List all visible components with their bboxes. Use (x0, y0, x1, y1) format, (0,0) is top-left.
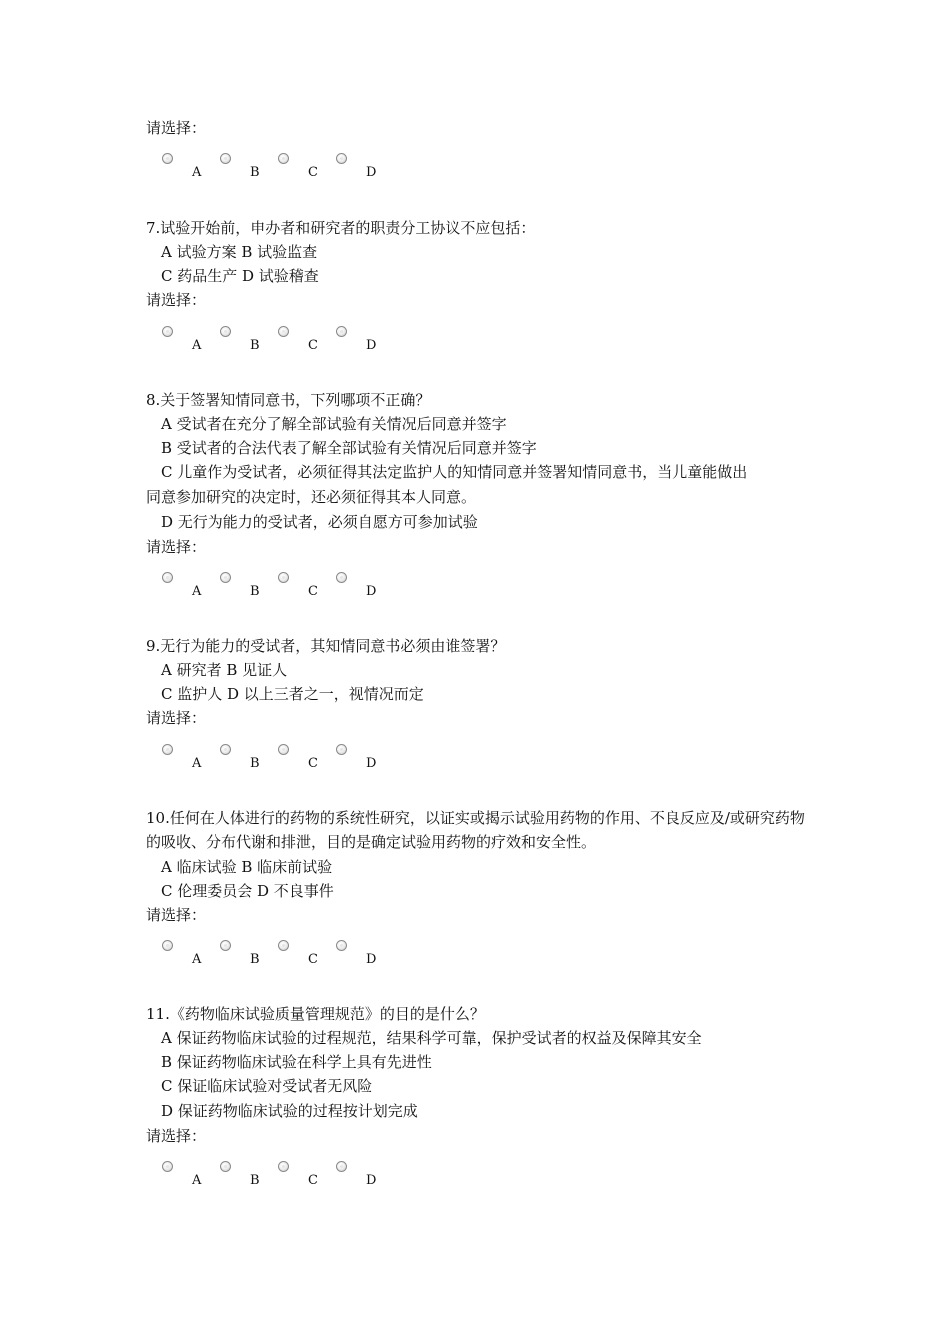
question-10-text: 10.任何在人体进行的药物的系统性研究，以证实或揭示试验用药物的作用、不良反应及/或研究药物的吸收、分布代谢和排泄，目的是确定试验用药物的疗效和安全性。 (146, 809, 805, 851)
radio-q6-a[interactable]: A (160, 153, 218, 187)
radio-circle-icon[interactable] (220, 1161, 231, 1172)
question-8-option-continuation: 同意参加研究的决定时，还必须征得其本人同意。 (146, 488, 477, 506)
answer-group-q6 (160, 153, 420, 187)
radio-q7-d[interactable]: D (334, 326, 392, 360)
radio-q11-c[interactable]: C (276, 1161, 334, 1195)
radio-circle-icon[interactable] (162, 153, 173, 164)
question-10-option-line: C 伦理委员会 D 不良事件 (161, 882, 334, 900)
radio-circle-icon[interactable] (162, 940, 173, 951)
radio-q10-c[interactable]: C (276, 940, 334, 974)
radio-q7-a[interactable]: A (160, 326, 218, 360)
choose-prompt-q6: 请选择： (146, 119, 207, 137)
radio-q10-d[interactable]: D (334, 940, 392, 974)
radio-circle-icon[interactable] (162, 326, 173, 337)
answer-group-q11 (160, 1161, 420, 1195)
question-8-option-line: B 受试者的合法代表了解全部试验有关情况后同意并签字 (161, 439, 537, 457)
radio-circle-icon[interactable] (336, 940, 347, 951)
radio-circle-icon[interactable] (278, 153, 289, 164)
question-10-option-line: A 临床试验 B 临床前试验 (161, 858, 333, 876)
radio-q7-c[interactable]: C (276, 326, 334, 360)
radio-circle-icon[interactable] (220, 572, 231, 583)
question-9-text: 9.无行为能力的受试者，其知情同意书必须由谁签署？ (146, 637, 506, 655)
radio-q7-b[interactable]: B (218, 326, 276, 360)
question-11-option-line: C 保证临床试验对受试者无风险 (161, 1077, 373, 1095)
radio-circle-icon[interactable] (336, 572, 347, 583)
radio-q9-d[interactable]: D (334, 744, 392, 778)
radio-q11-d[interactable]: D (334, 1161, 392, 1195)
radio-circle-icon[interactable] (278, 326, 289, 337)
radio-circle-icon[interactable] (278, 572, 289, 583)
radio-q9-a[interactable]: A (160, 744, 218, 778)
answer-group-q7 (160, 326, 420, 360)
radio-circle-icon[interactable] (336, 1161, 347, 1172)
radio-q8-c[interactable]: C (276, 572, 334, 606)
question-8-option-line: D 无行为能力的受试者，必须自愿方可参加试验 (161, 513, 478, 531)
radio-circle-icon[interactable] (336, 744, 347, 755)
radio-circle-icon[interactable] (162, 572, 173, 583)
question-11-option-line: D 保证药物临床试验的过程按计划完成 (161, 1102, 418, 1120)
radio-circle-icon[interactable] (278, 1161, 289, 1172)
question-11-text: 11.《药物临床试验质量管理规范》的目的是什么？ (146, 1005, 485, 1023)
choose-prompt-q11: 请选择： (146, 1127, 207, 1145)
radio-circle-icon[interactable] (162, 1161, 173, 1172)
radio-circle-icon[interactable] (162, 744, 173, 755)
radio-circle-icon[interactable] (336, 326, 347, 337)
radio-q8-d[interactable]: D (334, 572, 392, 606)
question-8-option-line: C 儿童作为受试者，必须征得其法定监护人的知情同意并签署知情同意书，当儿童能做出 (161, 463, 748, 481)
radio-q11-a[interactable]: A (160, 1161, 218, 1195)
choose-prompt-q7: 请选择： (146, 291, 207, 309)
radio-circle-icon[interactable] (220, 940, 231, 951)
answer-group-q9 (160, 744, 420, 778)
question-8-option-line: A 受试者在充分了解全部试验有关情况后同意并签字 (161, 415, 507, 433)
radio-q9-b[interactable]: B (218, 744, 276, 778)
radio-q11-b[interactable]: B (218, 1161, 276, 1195)
radio-q8-b[interactable]: B (218, 572, 276, 606)
question-9-option-line: A 研究者 B 见证人 (161, 661, 288, 679)
radio-circle-icon[interactable] (220, 326, 231, 337)
radio-q6-b[interactable]: B (218, 153, 276, 187)
choose-prompt-q9: 请选择： (146, 709, 207, 727)
radio-q8-a[interactable]: A (160, 572, 218, 606)
answer-group-q8 (160, 572, 420, 606)
radio-circle-icon[interactable] (220, 744, 231, 755)
radio-q6-d[interactable]: D (334, 153, 392, 187)
radio-q10-a[interactable]: A (160, 940, 218, 974)
question-8-text: 8.关于签署知情同意书，下列哪项不正确？ (146, 391, 431, 409)
question-11-option-line: B 保证药物临床试验在科学上具有先进性 (161, 1053, 432, 1071)
radio-circle-icon[interactable] (278, 940, 289, 951)
choose-prompt-q8: 请选择： (146, 538, 207, 556)
radio-q10-b[interactable]: B (218, 940, 276, 974)
radio-q6-c[interactable]: C (276, 153, 334, 187)
question-7-option-line: C 药品生产 D 试验稽查 (161, 267, 319, 285)
radio-circle-icon[interactable] (336, 153, 347, 164)
question-9-option-line: C 监护人 D 以上三者之一，视情况而定 (161, 685, 424, 703)
question-11-option-line: A 保证药物临床试验的过程规范，结果科学可靠，保护受试者的权益及保障其安全 (161, 1029, 702, 1047)
answer-group-q10 (160, 940, 420, 974)
radio-circle-icon[interactable] (278, 744, 289, 755)
question-7-option-line: A 试验方案 B 试验监查 (161, 243, 318, 261)
choose-prompt-q10: 请选择： (146, 906, 207, 924)
radio-circle-icon[interactable] (220, 153, 231, 164)
radio-q9-c[interactable]: C (276, 744, 334, 778)
question-7-text: 7.试验开始前，申办者和研究者的职责分工协议不应包括： (146, 219, 536, 237)
